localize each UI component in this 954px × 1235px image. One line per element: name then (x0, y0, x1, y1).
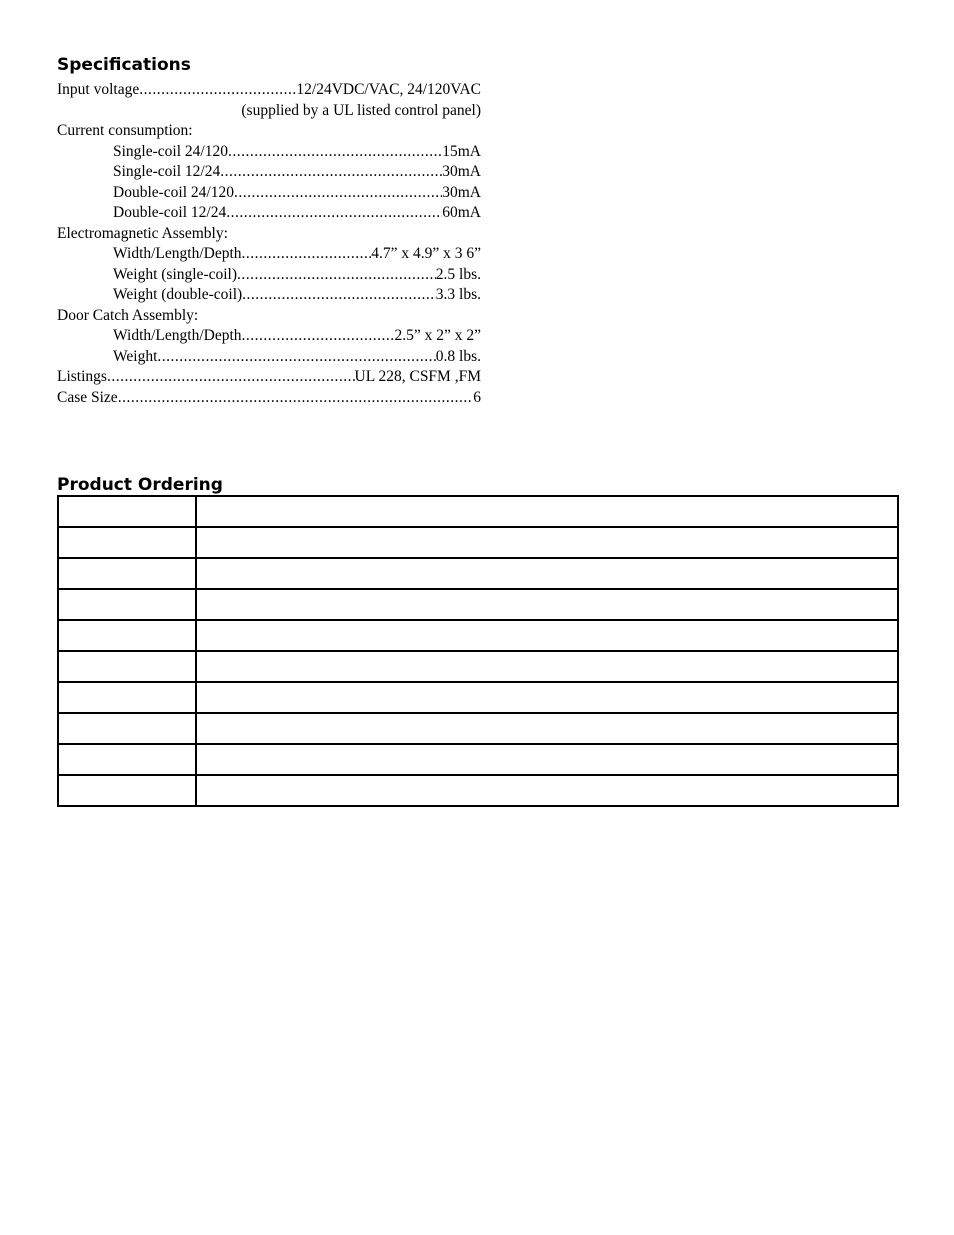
dot-leader (118, 388, 474, 409)
spec-label: Weight (double-coil) (113, 286, 243, 303)
dot-leader (157, 347, 435, 368)
spec-listings (57, 367, 481, 388)
dot-leader (226, 203, 442, 224)
table-row (58, 651, 898, 682)
spec-value: 2.5” x 2” x 2” (394, 327, 481, 344)
spec-value: 30mA (442, 183, 481, 201)
spec-label: Width/Length/Depth (113, 327, 242, 344)
product-ordering-heading: Product Ordering (57, 475, 223, 495)
spec-door-catch-item (57, 347, 481, 368)
spec-label: Case Size (57, 388, 118, 406)
spec-note: (supplied by a UL listed control panel) (241, 101, 481, 119)
spec-group-door-catch (57, 306, 481, 327)
spec-label: Double-coil 12/24 (113, 204, 227, 221)
dot-leader (139, 80, 296, 101)
spec-value: 0.8 lbs. (435, 347, 481, 365)
spec-value: 15mA (442, 142, 481, 160)
table-row (58, 682, 898, 713)
table-row (58, 713, 898, 744)
spec-value: 12/24VDC/VAC, 24/120VAC (296, 81, 481, 98)
table-row (58, 527, 898, 558)
spec-door-catch-item (57, 326, 481, 347)
model-cell (58, 496, 196, 527)
spec-current-item (57, 183, 481, 204)
spec-label: Input voltage (57, 81, 140, 98)
spec-case-size (57, 388, 481, 409)
dot-leader (242, 244, 372, 265)
spec-group-electromagnetic (57, 224, 481, 245)
dot-leader (234, 183, 442, 204)
dot-leader (242, 285, 436, 306)
table-row (58, 558, 898, 589)
model-cell (58, 558, 196, 589)
spec-label: Single-coil 24/120 (113, 142, 228, 160)
product-ordering-table (57, 495, 899, 807)
dot-leader (107, 367, 355, 388)
model-cell (58, 713, 196, 744)
spec-input-voltage-note (57, 101, 481, 122)
description-cell (196, 620, 898, 651)
spec-input-voltage (57, 80, 481, 101)
table-row (58, 496, 898, 527)
model-cell (58, 620, 196, 651)
spec-label: Listings (57, 368, 107, 385)
spec-value: 3.3 lbs. (435, 286, 481, 303)
description-cell (196, 713, 898, 744)
dot-leader (220, 162, 442, 183)
model-cell (58, 651, 196, 682)
spec-value: 6 (473, 388, 481, 406)
spec-value: 30mA (442, 163, 481, 180)
model-cell (58, 775, 196, 806)
spec-electromagnetic-item (57, 285, 481, 306)
dot-leader (242, 326, 395, 347)
table-row (58, 620, 898, 651)
spec-value: 4.7” x 4.9” x 3 6” (371, 245, 481, 262)
table-row (58, 744, 898, 775)
specifications-heading: Specifications (57, 55, 191, 75)
description-cell (196, 527, 898, 558)
spec-label: Weight (113, 347, 158, 365)
spec-label: Width/Length/Depth (113, 245, 242, 262)
model-cell (58, 682, 196, 713)
description-cell (196, 682, 898, 713)
spec-current-item (57, 142, 481, 163)
description-cell (196, 558, 898, 589)
description-cell (196, 744, 898, 775)
model-cell (58, 589, 196, 620)
description-cell (196, 589, 898, 620)
description-cell (196, 775, 898, 806)
description-cell (196, 651, 898, 682)
spec-current-item (57, 203, 481, 224)
spec-group-label: Door Catch Assembly: (57, 306, 199, 324)
spec-value: 60mA (442, 204, 481, 221)
dot-leader (228, 142, 442, 163)
dot-leader (237, 265, 436, 286)
spec-electromagnetic-item (57, 244, 481, 265)
model-cell (58, 744, 196, 775)
specifications-list (57, 80, 481, 408)
spec-label: Single-coil 12/24 (113, 163, 221, 180)
description-cell (196, 496, 898, 527)
spec-group-label: Electromagnetic Assembly: (57, 224, 228, 242)
model-cell (58, 527, 196, 558)
spec-label: Double-coil 24/120 (113, 183, 234, 201)
spec-current-item (57, 162, 481, 183)
spec-group-current (57, 121, 481, 142)
spec-group-label: Current consumption: (57, 122, 193, 139)
spec-value: 2.5 lbs. (435, 265, 481, 283)
spec-electromagnetic-item (57, 265, 481, 286)
table-row (58, 775, 898, 806)
spec-label: Weight (single-coil) (113, 265, 238, 283)
table-row (58, 589, 898, 620)
spec-value: UL 228, CSFM ,FM (354, 368, 481, 385)
